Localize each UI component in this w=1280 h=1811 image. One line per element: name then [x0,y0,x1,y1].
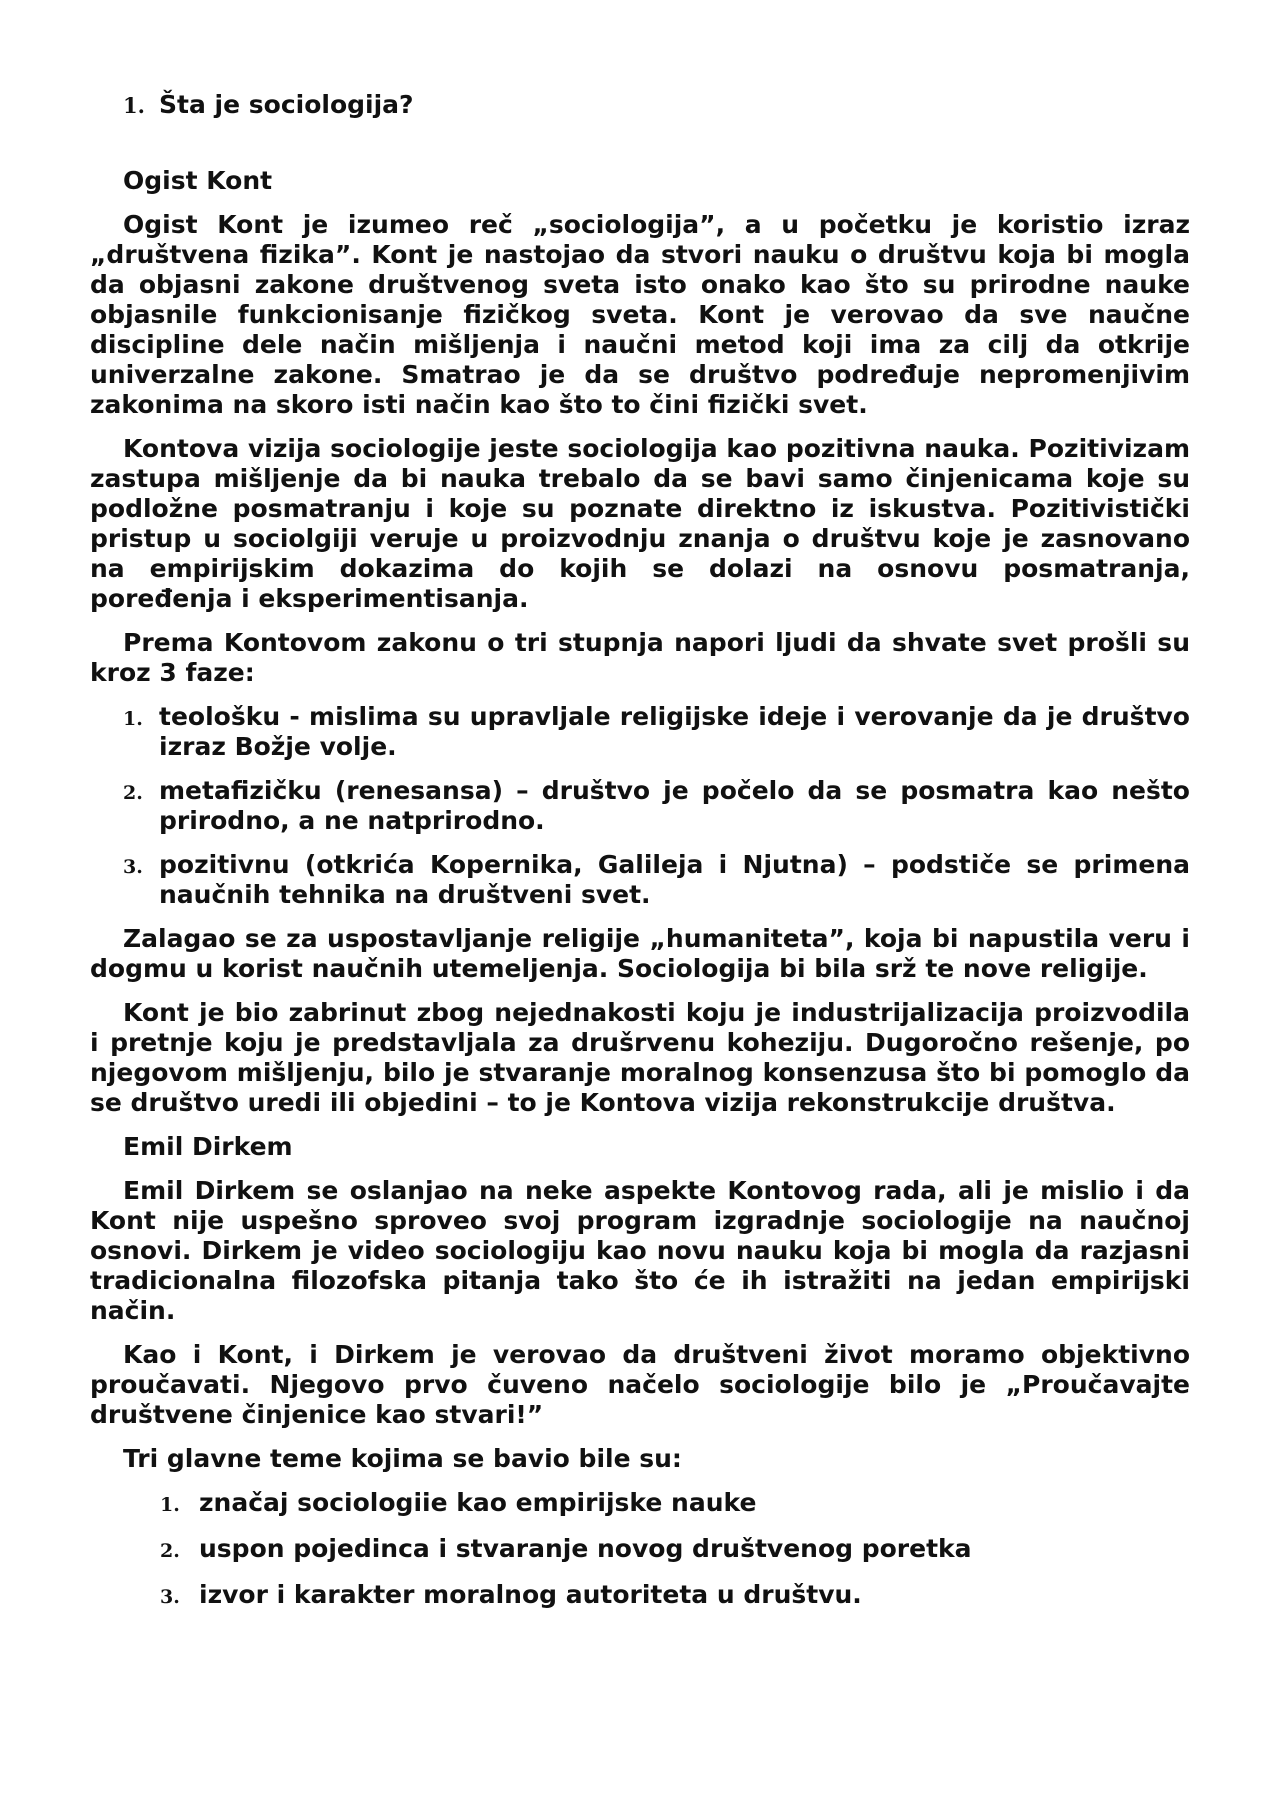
list-item [123,776,1190,836]
heading-title: Šta je sociologija? [159,90,414,119]
list-item [160,1580,1190,1612]
list-item [160,1488,1190,1520]
subheading-kont: Ogist Kont [123,166,273,195]
paragraph-kont-1: Ogist Kont je izumeo reč „sociologija”, a u početku je koristio izraz „društvena fizika”. Kont je nastojao da stvori nauku o društvu koja bi mogla da objasni zakone društvenog sveta isto onako kao što su prirodne nauke objasnile funkcionisanje fizičkog sveta. Kont je verovao da sve naučne discipline dele način mišljenja i naučni metod koji ima za cilj da otkrije univerzalne zakone. Smatrao je da se društvo podređuje nepromenjivim zakonima na skoro isti način kao što to čini fizički svet. [90,210,1190,419]
list-item-text: uspon pojedinca i stvaranje novog društvenog poretka [199,1534,972,1563]
section-heading [123,90,1190,121]
paragraph-dirkem-2: Kao i Kont, i Dirkem je verovao da društveni život moramo objektivno proučavati. Njegovo prvo čuveno načelo sociologije bilo je „Proučavajte društvene činjenice kao stvari!” [90,1340,1190,1429]
list-item-text: pozitivnu (otkrića Kopernika, Galileja i Njutna) – podstiče se primena naučnih tehnika na društveni svet. [159,850,1190,909]
list-item-number: 3. [123,856,143,878]
phases-list [123,702,1190,910]
heading-number: 1. [123,93,145,118]
list-item-number: 2. [123,782,143,804]
list-item-text: izvor i karakter moralnog autoriteta u društvu. [199,1580,862,1609]
paragraph-dirkem-3: Tri glavne teme kojima se bavio bile su: [123,1444,682,1473]
themes-list [160,1488,1190,1612]
list-item-number: 1. [123,708,143,730]
list-item [160,1534,1190,1566]
subheading-dirkem: Emil Dirkem [123,1132,293,1161]
paragraph-kont-3: Prema Kontovom zakonu o tri stupnja napori ljudi da shvate svet prošli su kroz 3 faze: [90,628,1190,687]
list-item [123,850,1190,910]
document-page [90,90,1190,1626]
list-item-text: metafizičku (renesansa) – društvo je počelo da se posmatra kao nešto prirodno, a ne natprirodno. [159,776,1190,835]
list-item-text: značaj sociologiie kao empirijske nauke [199,1488,757,1517]
list-item [123,702,1190,762]
list-item-text: teološku - mislima su upravljale religijske ideje i verovanje da je društvo izraz Božje volje. [159,702,1190,761]
list-item-number: 1. [160,1494,180,1516]
list-item-number: 3. [160,1586,180,1608]
paragraph-dirkem-1: Emil Dirkem se oslanjao na neke aspekte Kontovog rada, ali je mislio i da Kont nije uspešno sproveo svoj program izgradnje sociologije na naučnoj osnovi. Dirkem je video sociologiju kao novu nauku koja bi mogla da razjasni tradicionalna filozofska pitanja tako što će ih istražiti na jedan empirijski način. [90,1176,1190,1325]
paragraph-kont-4: Zalagao se za uspostavljanje religije „humaniteta”, koja bi napustila veru i dogmu u korist naučnih utemeljenja. Sociologija bi bila srž te nove religije. [90,924,1190,983]
paragraph-kont-2: Kontova vizija sociologije jeste sociologija kao pozitivna nauka. Pozitivizam zastupa mišljenje da bi nauka trebalo da se bavi samo činjenicama koje su podložne posmatranju i koje su poznate direktno iz iskustva. Pozitivistički pristup u sociolgiji veruje u proizvodnju znanja o društvu koje je zasnovano na empirijskim dokazima do kojih se dolazi na osnovu posmatranja, poređenja i eksperimentisanja. [90,434,1190,613]
list-item-number: 2. [160,1540,180,1562]
paragraph-kont-5: Kont je bio zabrinut zbog nejednakosti koju je industrijalizacija proizvodila i pretnje koju je predstavljala za drušrvenu koheziju. Dugoročno rešenje, po njegovom mišljenju, bilo je stvaranje moralnog konsenzusa što bi pomoglo da se društvo uredi ili objedini – to je Kontova vizija rekonstrukcije društva. [90,998,1190,1117]
